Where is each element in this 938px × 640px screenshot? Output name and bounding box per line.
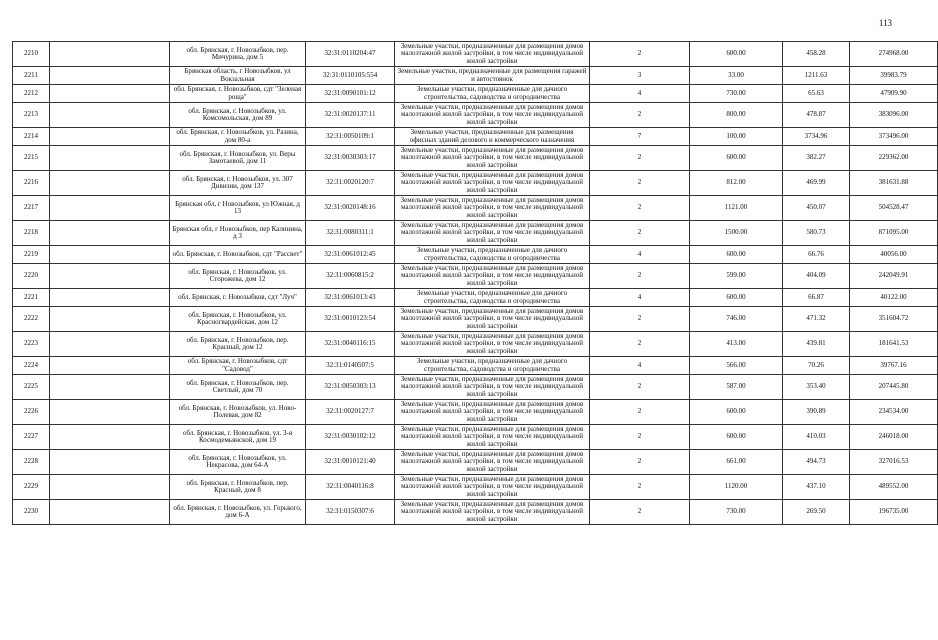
specific-value-cell: 3734.96: [783, 128, 850, 146]
category-cell: 2: [590, 332, 690, 357]
address-cell: обл. Брянская, г. Новозыбков, сдт "Зеленая роща": [170, 85, 306, 103]
category-cell: 2: [590, 500, 690, 525]
land-use-cell: Земельные участки, предназначенные для дачного строительства, садоводства и огородничества: [395, 357, 590, 375]
table-row: [13, 246, 938, 264]
land-use-cell: Земельные участки, предназначенные для размещения домов малоэтажной жилой застройки, в том числе индивидуальной жилой застройки: [395, 375, 590, 400]
cadastral-value-cell: 489552.00: [850, 475, 938, 500]
land-registry-table: [12, 41, 938, 525]
land-use-cell: Земельные участки, предназначенные для размещения домов малоэтажной жилой застройки, в том числе индивидуальной жилой застройки: [395, 146, 590, 171]
category-cell: 2: [590, 425, 690, 450]
address-cell: обл. Брянская, г. Новозыбков, пер. Красный, дом 12: [170, 332, 306, 357]
cadastral-number-cell: 32:31:0010121:40: [306, 450, 395, 475]
row-number-cell: 2219: [13, 246, 50, 264]
empty-cell: [50, 332, 170, 357]
cadastral-number-cell: 32:31:0061013:43: [306, 289, 395, 307]
cadastral-number-cell: 32:31:0140507:5: [306, 357, 395, 375]
area-cell: 800.00: [690, 103, 783, 128]
cadastral-value-cell: 351604.72: [850, 307, 938, 332]
land-use-cell: Земельные участки, предназначенные для размещения домов малоэтажной жилой застройки, в том числе индивидуальной жилой застройки: [395, 400, 590, 425]
land-use-cell: Земельные участки, предназначенные для размещения домов малоэтажной жилой застройки, в том числе индивидуальной жилой застройки: [395, 475, 590, 500]
address-cell: обл. Брянская, г. Новозыбков, ул. 307 Дивизии, дом 137: [170, 171, 306, 196]
row-number-cell: 2214: [13, 128, 50, 146]
area-cell: 587.00: [690, 375, 783, 400]
row-number-cell: 2212: [13, 85, 50, 103]
cadastral-number-cell: 32:31:0060815:2: [306, 264, 395, 289]
address-cell: Брянская обл, г Новозыбков, пер Калинина, д 3: [170, 221, 306, 246]
specific-value-cell: 390.89: [783, 400, 850, 425]
cadastral-number-cell: 32:31:0020137:11: [306, 103, 395, 128]
specific-value-cell: 478.87: [783, 103, 850, 128]
table-row: [13, 425, 938, 450]
table-row: [13, 196, 938, 221]
category-cell: 2: [590, 475, 690, 500]
land-use-cell: Земельные участки, предназначенные для размещения домов малоэтажной жилой застройки, в том числе индивидуальной жилой застройки: [395, 500, 590, 525]
specific-value-cell: 471.32: [783, 307, 850, 332]
cadastral-value-cell: 39983.79: [850, 67, 938, 85]
empty-cell: [50, 425, 170, 450]
cadastral-value-cell: 327016.53: [850, 450, 938, 475]
land-use-cell: Земельные участки, предназначенные для размещения домов малоэтажной жилой застройки, в том числе индивидуальной жилой застройки: [395, 425, 590, 450]
cadastral-number-cell: 32:31:0040116:8: [306, 475, 395, 500]
specific-value-cell: 382.27: [783, 146, 850, 171]
specific-value-cell: 65.63: [783, 85, 850, 103]
land-use-cell: Земельные участки, предназначенные для дачного строительства, садоводства и огородничества: [395, 246, 590, 264]
category-cell: 2: [590, 221, 690, 246]
category-cell: 4: [590, 85, 690, 103]
area-cell: 600.00: [690, 246, 783, 264]
specific-value-cell: 580.73: [783, 221, 850, 246]
address-cell: обл. Брянская, г. Новозыбков, пер. Светлый, дом 70: [170, 375, 306, 400]
page-number: 113: [878, 18, 892, 28]
area-cell: 566.00: [690, 357, 783, 375]
cadastral-value-cell: 246018.00: [850, 425, 938, 450]
empty-cell: [50, 357, 170, 375]
empty-cell: [50, 400, 170, 425]
address-cell: обл. Брянская, г. Новозыбков, ул. Горького, дом 6-А: [170, 500, 306, 525]
cadastral-value-cell: 39767.16: [850, 357, 938, 375]
row-number-cell: 2211: [13, 67, 50, 85]
land-use-cell: Земельные участки, предназначенные для размещения домов малоэтажной жилой застройки, в том числе индивидуальной жилой застройки: [395, 332, 590, 357]
cadastral-value-cell: 871095.00: [850, 221, 938, 246]
cadastral-value-cell: 274968.00: [850, 42, 938, 67]
row-number-cell: 2221: [13, 289, 50, 307]
empty-cell: [50, 289, 170, 307]
cadastral-value-cell: 40122.00: [850, 289, 938, 307]
specific-value-cell: 1211.63: [783, 67, 850, 85]
specific-value-cell: 494.73: [783, 450, 850, 475]
table-row: [13, 375, 938, 400]
address-cell: обл. Брянская, г. Новозыбков, сдт "Рассвет": [170, 246, 306, 264]
table-row: [13, 475, 938, 500]
address-cell: обл. Брянская, г. Новозыбков, ул. Разина, дом 80-а: [170, 128, 306, 146]
empty-cell: [50, 475, 170, 500]
empty-cell: [50, 450, 170, 475]
table-row: [13, 400, 938, 425]
category-cell: 4: [590, 246, 690, 264]
row-number-cell: 2210: [13, 42, 50, 67]
empty-cell: [50, 171, 170, 196]
area-cell: 812.00: [690, 171, 783, 196]
land-use-cell: Земельные участки, предназначенные для размещения домов малоэтажной жилой застройки, в том числе индивидуальной жилой застройки: [395, 171, 590, 196]
land-use-cell: Земельные участки, предназначенные для размещения офисных зданий делового и коммерческого назначения: [395, 128, 590, 146]
empty-cell: [50, 146, 170, 171]
row-number-cell: 2229: [13, 475, 50, 500]
row-number-cell: 2222: [13, 307, 50, 332]
cadastral-value-cell: 181641.53: [850, 332, 938, 357]
specific-value-cell: 469.99: [783, 171, 850, 196]
empty-cell: [50, 67, 170, 85]
area-cell: 600.00: [690, 146, 783, 171]
category-cell: 2: [590, 450, 690, 475]
land-use-cell: Земельные участки, предназначенные для размещения домов малоэтажной жилой застройки, в том числе индивидуальной жилой застройки: [395, 196, 590, 221]
cadastral-value-cell: 196735.00: [850, 500, 938, 525]
table-row: [13, 450, 938, 475]
cadastral-number-cell: 32:31:0020148:16: [306, 196, 395, 221]
specific-value-cell: 269.50: [783, 500, 850, 525]
area-cell: 730.00: [690, 85, 783, 103]
area-cell: 1500.00: [690, 221, 783, 246]
table-row: [13, 357, 938, 375]
cadastral-value-cell: 373496.00: [850, 128, 938, 146]
area-cell: 730.00: [690, 500, 783, 525]
land-use-cell: Земельные участки, предназначенные для размещения домов малоэтажной жилой застройки, в том числе индивидуальной жилой застройки: [395, 42, 590, 67]
row-number-cell: 2217: [13, 196, 50, 221]
category-cell: 2: [590, 375, 690, 400]
row-number-cell: 2213: [13, 103, 50, 128]
area-cell: 1120.00: [690, 475, 783, 500]
cadastral-number-cell: 32:31:0110105:554: [306, 67, 395, 85]
category-cell: 2: [590, 171, 690, 196]
category-cell: 2: [590, 146, 690, 171]
cadastral-value-cell: 47909.90: [850, 85, 938, 103]
specific-value-cell: 450.07: [783, 196, 850, 221]
cadastral-number-cell: 32:31:0030303:17: [306, 146, 395, 171]
area-cell: 1121.00: [690, 196, 783, 221]
specific-value-cell: 66.76: [783, 246, 850, 264]
area-cell: 600.00: [690, 42, 783, 67]
cadastral-number-cell: 32:31:0040116:15: [306, 332, 395, 357]
cadastral-number-cell: 32:31:0020127:7: [306, 400, 395, 425]
empty-cell: [50, 128, 170, 146]
empty-cell: [50, 246, 170, 264]
category-cell: 2: [590, 103, 690, 128]
category-cell: 4: [590, 289, 690, 307]
specific-value-cell: 70.26: [783, 357, 850, 375]
empty-cell: [50, 375, 170, 400]
specific-value-cell: 439.81: [783, 332, 850, 357]
cadastral-number-cell: 32:31:0090101:12: [306, 85, 395, 103]
table-body: [13, 42, 938, 525]
cadastral-value-cell: 40056.00: [850, 246, 938, 264]
table-row: [13, 85, 938, 103]
specific-value-cell: 410.03: [783, 425, 850, 450]
land-use-cell: Земельные участки, предназначенные для размещения домов малоэтажной жилой застройки, в том числе индивидуальной жилой застройки: [395, 103, 590, 128]
table-row: [13, 264, 938, 289]
category-cell: 2: [590, 196, 690, 221]
land-use-cell: Земельные участки, предназначенные для размещения домов малоэтажной жилой застройки, в том числе индивидуальной жилой застройки: [395, 450, 590, 475]
land-use-cell: Земельные участки, предназначенные для размещения домов малоэтажной жилой застройки, в том числе индивидуальной жилой застройки: [395, 307, 590, 332]
row-number-cell: 2215: [13, 146, 50, 171]
category-cell: 7: [590, 128, 690, 146]
empty-cell: [50, 264, 170, 289]
row-number-cell: 2227: [13, 425, 50, 450]
cadastral-number-cell: 32:31:0061012:45: [306, 246, 395, 264]
cadastral-value-cell: 504528.47: [850, 196, 938, 221]
area-cell: 100.00: [690, 128, 783, 146]
address-cell: обл. Брянская, г. Новозыбков, ул. Красногвардейская, дом 12: [170, 307, 306, 332]
area-cell: 600.00: [690, 400, 783, 425]
area-cell: 600.00: [690, 289, 783, 307]
address-cell: обл. Брянская, г. Новозыбков, ул. Некрасова, дом 64-А: [170, 450, 306, 475]
table-row: [13, 289, 938, 307]
address-cell: обл. Брянская, г. Новозыбков, пер. Красный, дом 8: [170, 475, 306, 500]
specific-value-cell: 458.28: [783, 42, 850, 67]
table-row: [13, 171, 938, 196]
cadastral-value-cell: 207445.80: [850, 375, 938, 400]
address-cell: обл. Брянская, г. Новозыбков, ул. 3-я Космодемьянской, дом 19: [170, 425, 306, 450]
address-cell: обл. Брянская, г. Новозыбков, ул. Сторожева, дом 12: [170, 264, 306, 289]
table-row: [13, 146, 938, 171]
empty-cell: [50, 85, 170, 103]
area-cell: 661.00: [690, 450, 783, 475]
cadastral-value-cell: 381631.88: [850, 171, 938, 196]
empty-cell: [50, 103, 170, 128]
row-number-cell: 2220: [13, 264, 50, 289]
address-cell: Брянская обл, г Новозыбков, ул Южная, д 13: [170, 196, 306, 221]
cadastral-number-cell: 32:31:0010123:54: [306, 307, 395, 332]
cadastral-value-cell: 242049.91: [850, 264, 938, 289]
row-number-cell: 2225: [13, 375, 50, 400]
table-row: [13, 103, 938, 128]
table-row: [13, 307, 938, 332]
empty-cell: [50, 307, 170, 332]
address-cell: обл. Брянская, г. Новозыбков, ул. Комсомольская, дом 89: [170, 103, 306, 128]
table-row: [13, 500, 938, 525]
address-cell: обл. Брянская, г. Новозыбков, сдт "Садовод": [170, 357, 306, 375]
land-use-cell: Земельные участки, предназначенные для дачного строительства, садоводства и огородничества: [395, 85, 590, 103]
row-number-cell: 2226: [13, 400, 50, 425]
address-cell: обл. Брянская, г. Новозыбков, ул. Ново-Полевая, дом 82: [170, 400, 306, 425]
row-number-cell: 2223: [13, 332, 50, 357]
row-number-cell: 2228: [13, 450, 50, 475]
land-use-cell: Земельные участки, предназначенные для размещения домов малоэтажной жилой застройки, в том числе индивидуальной жилой застройки: [395, 221, 590, 246]
area-cell: 746.00: [690, 307, 783, 332]
address-cell: обл. Брянская, г. Новозыбков, пер. Мичурина, дом 5: [170, 42, 306, 67]
category-cell: 2: [590, 264, 690, 289]
address-cell: обл. Брянская, г. Новозыбков, сдт "Луч": [170, 289, 306, 307]
table-row: [13, 42, 938, 67]
specific-value-cell: 437.10: [783, 475, 850, 500]
cadastral-number-cell: 32:31:0080311:1: [306, 221, 395, 246]
cadastral-number-cell: 32:31:0030102:12: [306, 425, 395, 450]
land-use-cell: Земельные участки, предназначенные для размещения гаражей и автостоянок: [395, 67, 590, 85]
table-row: [13, 332, 938, 357]
address-cell: Брянская область, г Новозыбков, ул Вокзальная: [170, 67, 306, 85]
category-cell: 2: [590, 400, 690, 425]
row-number-cell: 2224: [13, 357, 50, 375]
row-number-cell: 2218: [13, 221, 50, 246]
cadastral-value-cell: 383096.00: [850, 103, 938, 128]
cadastral-value-cell: 229362.00: [850, 146, 938, 171]
area-cell: 413.00: [690, 332, 783, 357]
empty-cell: [50, 221, 170, 246]
cadastral-value-cell: 234534.00: [850, 400, 938, 425]
area-cell: 599.00: [690, 264, 783, 289]
cadastral-number-cell: 32:31:0150307:6: [306, 500, 395, 525]
row-number-cell: 2216: [13, 171, 50, 196]
table-row: [13, 67, 938, 85]
area-cell: 600.00: [690, 425, 783, 450]
cadastral-number-cell: 32:31:0020120:7: [306, 171, 395, 196]
cadastral-number-cell: 32:31:0050303:13: [306, 375, 395, 400]
table-row: [13, 128, 938, 146]
specific-value-cell: 66.87: [783, 289, 850, 307]
category-cell: 2: [590, 42, 690, 67]
area-cell: 33.00: [690, 67, 783, 85]
empty-cell: [50, 42, 170, 67]
specific-value-cell: 404.09: [783, 264, 850, 289]
land-use-cell: Земельные участки, предназначенные для дачного строительства, садоводства и огородничества: [395, 289, 590, 307]
empty-cell: [50, 500, 170, 525]
specific-value-cell: 353.40: [783, 375, 850, 400]
row-number-cell: 2230: [13, 500, 50, 525]
address-cell: обл. Брянская, г. Новозыбков, ул. Веры Замотаевой, дом 11: [170, 146, 306, 171]
empty-cell: [50, 196, 170, 221]
category-cell: 2: [590, 307, 690, 332]
category-cell: 3: [590, 67, 690, 85]
category-cell: 4: [590, 357, 690, 375]
land-use-cell: Земельные участки, предназначенные для размещения домов малоэтажной жилой застройки, в том числе индивидуальной жилой застройки: [395, 264, 590, 289]
table-row: [13, 221, 938, 246]
cadastral-number-cell: 32:31:0110204:47: [306, 42, 395, 67]
cadastral-number-cell: 32:31:0050109:1: [306, 128, 395, 146]
